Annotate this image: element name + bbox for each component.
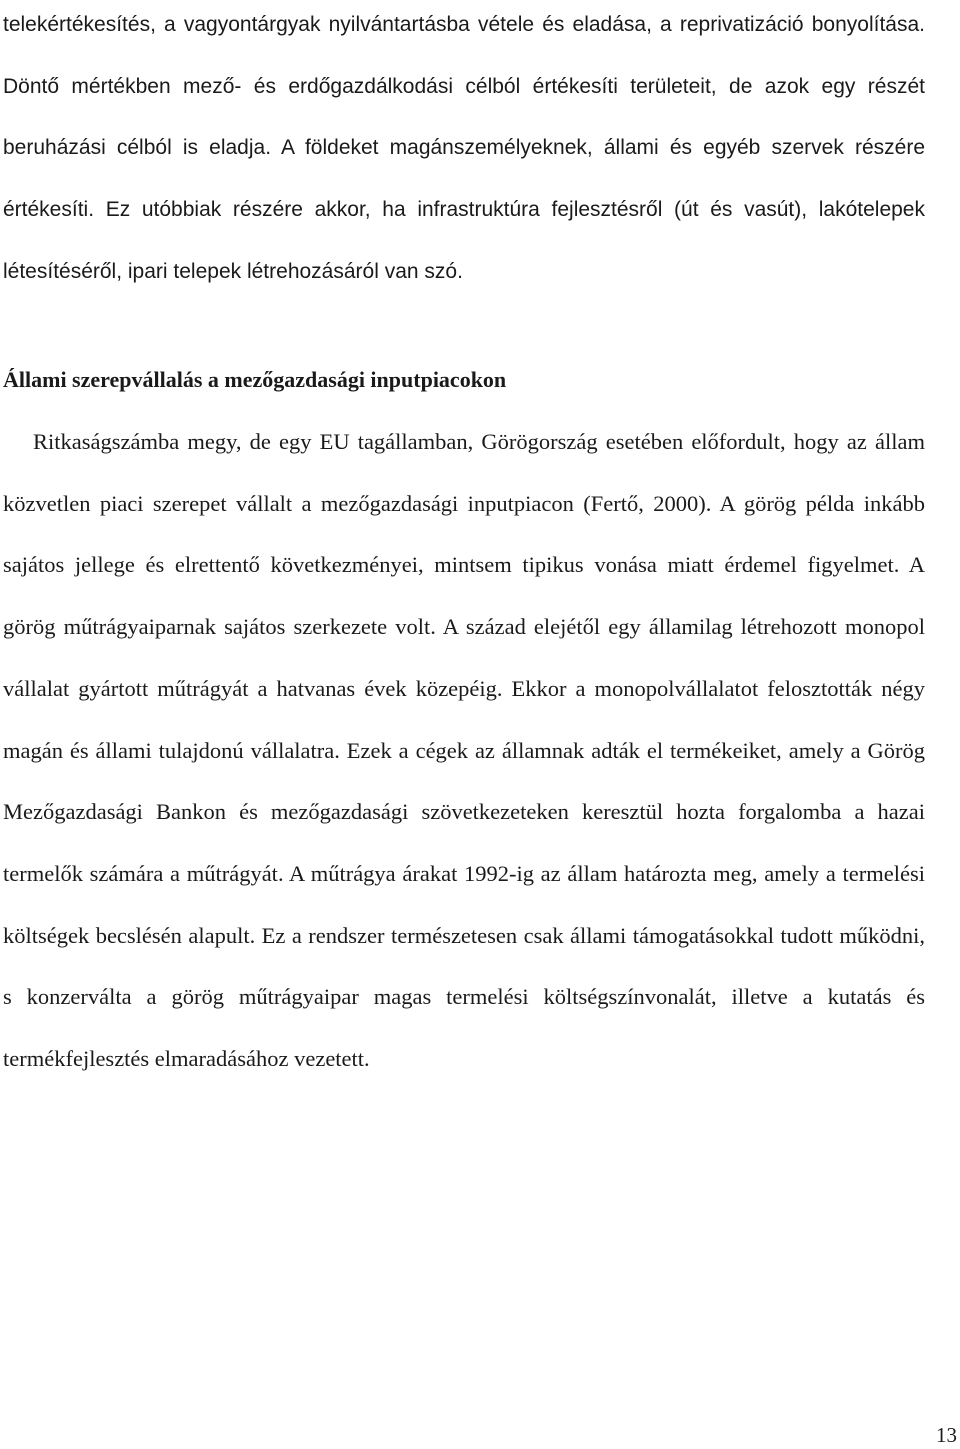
- body-paragraph-land-sales: telekértékesítés, a vagyontárgyak nyilvántartásba vétele és eladása, a reprivatizáció bonyolítása. Döntő mértékben mező- és erdőgazdálkodási célból értékesíti területeit, de azok egy részét beruházási célból is eladja. A földeket magánszemélyeknek, állami és egyéb szervek részére értékesíti. Ez utóbbiak részére akkor, ha infrastruktúra fejlesztésről (út és vasút), lakótelepek létesítéséről, ipari telepek létrehozásáról van szó.: [3, 13, 925, 283]
- section-heading: Állami szerepvállalás a mezőgazdasági inputpiacokon: [3, 367, 507, 392]
- page-number: 13: [936, 1423, 957, 1447]
- body-paragraph-input-markets: Ritkaságszámba megy, de egy EU tagállamban, Görögország esetében előfordult, hogy az állam közvetlen piaci szerepet vállalt a mezőgazdasági inputpiacon (Fertő, 2000). A görög példa inkább sajátos jellege és elrettentő következményei, mintsem tipikus vonása miatt érdemel figyelmet. A görög műtrágyaiparnak sajátos szerkezete volt. A század elejétől egy államilag létrehozott monopol vállalat gyártott műtrágyát a hatvanas évek közepéig. Ekkor a monopolvállalatot felosztották négy magán és állami tulajdonú vállalatra. Ezek a cégek az államnak adták el termékeiket, amely a Görög Mezőgazdasági Bankon és mezőgazdasági szövetkezeteken keresztül hozta forgalomba a hazai termelők számára a műtrágyát. A műtrágya árakat 1992-ig az állam határozta meg, amely a termelési költségek becslésén alapult. Ez a rendszer természetesen csak állami támogatásokkal tudott működni, s konzerválta a görög műtrágyaipar magas termelési költségszínvonalát, illetve a kutatás és termékfejlesztés elmaradásához vezetett.: [3, 429, 925, 1072]
